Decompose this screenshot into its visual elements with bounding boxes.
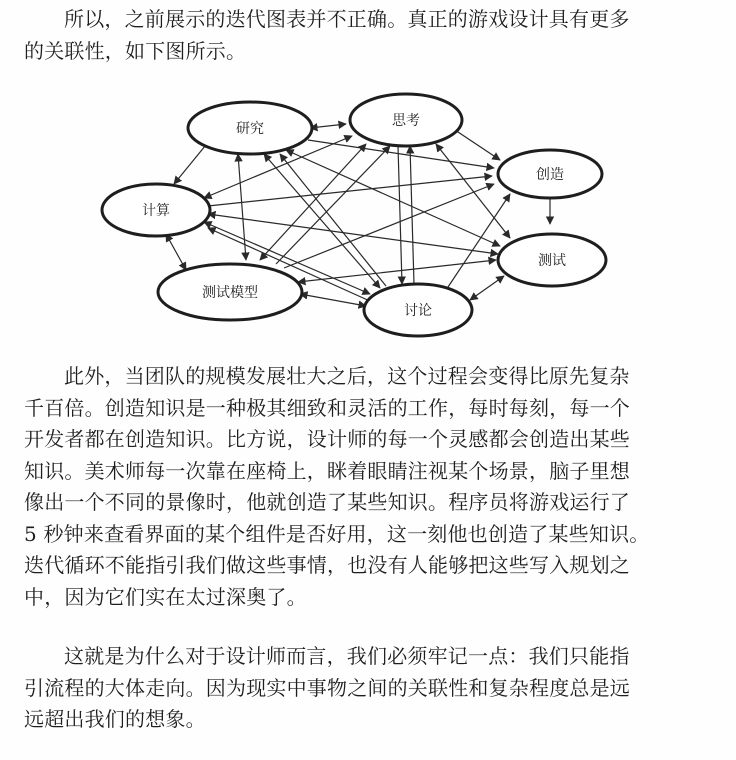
node-label: 测试模型 [202,285,258,301]
text-line: 此外，当团队的规模发展壮大之后，这个过程会变得比原先复杂 [64,364,630,388]
text-line: 引流程的大体走向。因为现实中事物之间的关联性和复杂程度总是远 [24,675,630,700]
node-label: 计算 [142,203,170,219]
node-label: 研究 [236,121,264,137]
node-think [350,94,462,146]
node-label: 测试 [538,253,566,269]
arrow-think-test [436,144,510,238]
text-line: 5 秒钟来查看界面的某个组件是否好用，这一刻他也创造了某些知识。 [24,521,650,546]
node-test-model [158,264,302,320]
node-discuss [364,284,472,336]
text-line: 千百倍。创造知识是一种极其细致和灵活的工作，每时每刻，每一个 [24,395,630,420]
text-line: 迭代循环不能指引我们做这些事情，也没有人能够把这些写入规划之 [24,553,630,577]
paragraph-conclusion [24,641,708,736]
paragraph-team-growth [24,361,708,613]
arrow-think-discuss-b [410,146,414,284]
arrow-think-testmodel [260,144,366,260]
arrow-testmodel-test [298,260,496,282]
node-compute [102,184,210,236]
node-research [188,102,312,154]
text-line: 像出一个不同的景像时，他就创造了某些知识。程序员将游戏运行了 [24,490,630,514]
arrow-research-think [310,124,346,128]
text-line: 开发者都在创造知识。比方说，设计师的每一个灵感都会创造出某些 [24,427,630,451]
node-label: 创造 [536,167,564,183]
arrow-discuss-test [470,276,504,300]
arrow-compute-testmodel [166,234,186,270]
node-create [498,150,602,198]
text-line: 所以，之前展示的迭代图表并不正确。真正的游戏设计具有更多 [64,7,630,31]
paragraph-intro [24,4,708,67]
arrow-think-discuss-a [398,146,402,284]
arrow-discuss-create [446,194,510,290]
text-line: 中，因为它们实在太过深奥了。 [24,584,307,609]
node-label: 思考 [392,113,420,129]
text-line: 知识。美术师每一次靠在座椅上，眯着眼睛注视某个场景，脑子里想 [24,458,630,483]
arrow-testmodel-think [276,146,390,264]
iteration-network-diagram [90,88,670,350]
text-line: 的关联性，如下图所示。 [24,38,247,63]
arrow-testmodel-discuss [300,294,366,306]
arrow-think-create [452,128,500,160]
text-line: 这就是为什么对于设计师而言，我们必须牢记一点：我们只能指 [64,644,630,668]
text-line: 远超出我们的想象。 [24,707,206,731]
node-test [498,234,606,286]
node-label: 讨论 [404,303,432,319]
